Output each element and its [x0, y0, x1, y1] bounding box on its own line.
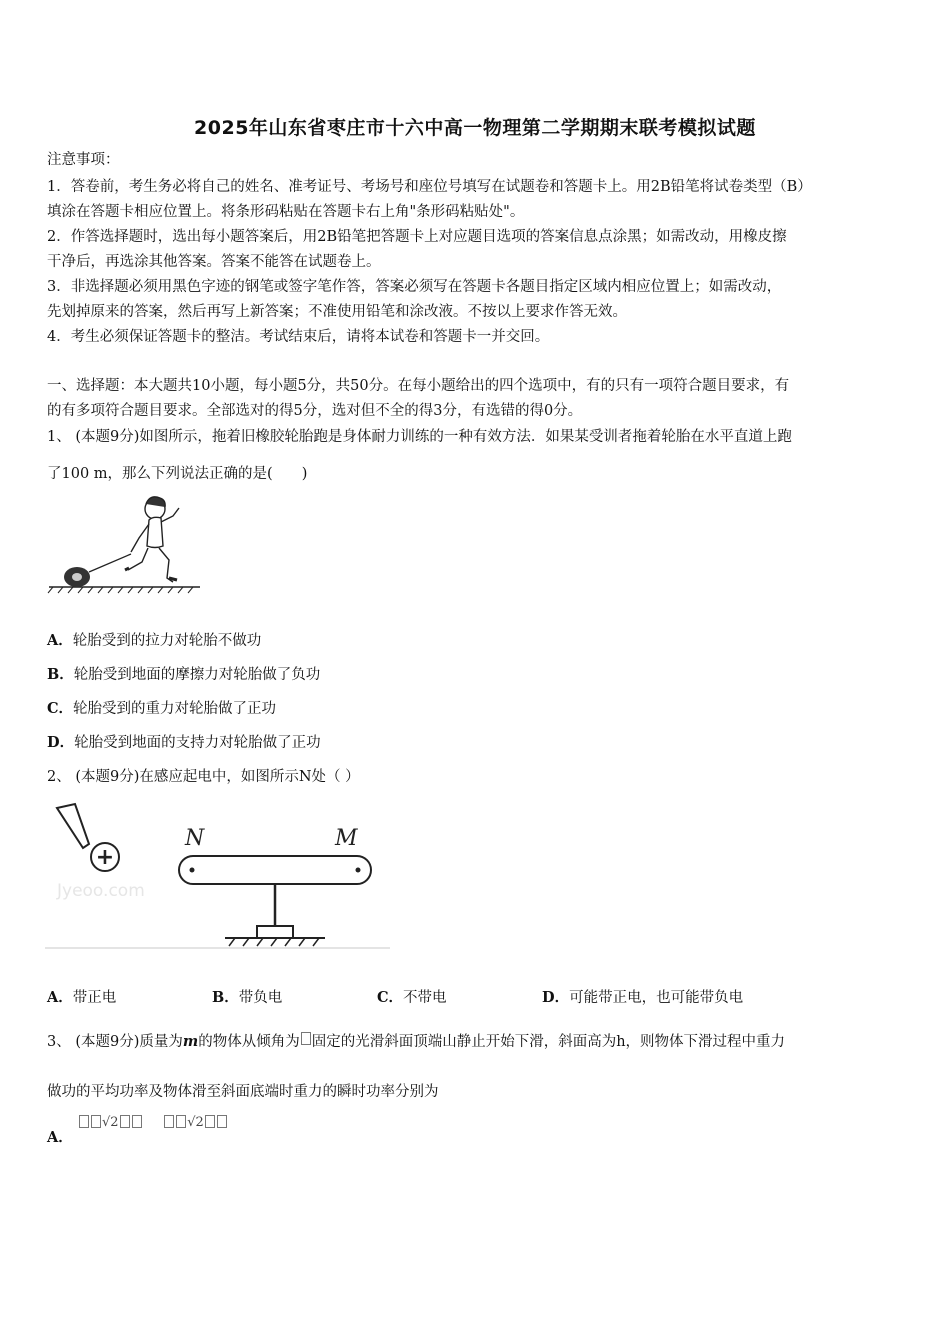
q3-option-a-formula — [78, 1115, 228, 1130]
q3-text: 的物体从倾角为 — [198, 1034, 300, 1050]
sqrt-expression: √2 — [187, 1115, 204, 1130]
missing-symbol-icon — [91, 1115, 101, 1128]
label-m: M — [335, 826, 358, 851]
q2-option-c — [377, 986, 447, 1007]
notice-line: 干净后，再选涂其他答案。答案不能答在试题卷上。 — [47, 254, 381, 270]
q3-text: 3、 (本题9分)质量为 — [47, 1034, 183, 1050]
q1-stem: 1、 (本题9分)如图所示，拖着旧橡胶轮胎跑是身体耐力训练的一种有效方法．如果某受训者拖着轮胎在水平直道上跑 — [47, 429, 792, 445]
option-text: 轮胎受到地面的支持力对轮胎做了正功 — [74, 735, 321, 751]
missing-symbol-icon — [132, 1115, 142, 1128]
table-hatch — [229, 938, 319, 946]
q1-option-c — [47, 699, 276, 719]
q1-stem-cont: 了100 m，那么下列说法正确的是( ) — [47, 466, 308, 482]
runner-tire-figure — [45, 492, 205, 596]
page-title: 2025年山东省枣庄市十六中高一物理第二学期期末联考模拟试题 — [194, 117, 756, 139]
q2-option-b — [212, 986, 282, 1007]
option-label: D． — [542, 989, 570, 1006]
option-label: D． — [47, 734, 75, 751]
option-label: B． — [47, 666, 74, 683]
option-label: C． — [47, 700, 74, 717]
notice-line: 3．非选择题必须用黑色字迹的钢笔或签字笔作答，答案必须写在答题卡各题目指定区域内相应位置上；如需改动， — [47, 279, 782, 295]
option-label: A． — [47, 989, 73, 1006]
q3-text: 固定的光滑斜面顶端山静止开始下滑，斜面高为h，则物体下滑过程中重力 — [311, 1034, 786, 1050]
missing-symbol-icon — [164, 1115, 174, 1128]
section-line: 的有多项符合题目要求。全部选对的得5分，选对但不全的得3分，有选错的得0分。 — [47, 403, 583, 419]
plus-sign: + — [95, 845, 115, 870]
notice-line: 2．作答选择题时，选出每小题答案后，用2B铅笔把答题卡上对应题目选项的答案信息点涂黑；如需改动，用橡皮擦 — [47, 229, 787, 245]
missing-symbol-icon — [176, 1115, 186, 1128]
notice-line: 4．考生必须保证答题卡的整洁。考试结束后，请将本试卷和答题卡一并交回。 — [47, 329, 550, 345]
option-text: 不带电 — [403, 990, 447, 1006]
stand-base — [257, 926, 293, 938]
missing-symbol-icon — [205, 1115, 215, 1128]
q3-stem-cont: 做功的平均功率及物体滑至斜面底端时重力的瞬时功率分别为 — [47, 1084, 439, 1100]
option-text: 轮胎受到的重力对轮胎做了正功 — [73, 701, 277, 717]
q3-option-a-label: A． — [47, 1129, 73, 1146]
induction-figure — [45, 800, 395, 952]
missing-symbol-icon — [79, 1115, 89, 1128]
missing-symbol-icon — [301, 1032, 311, 1045]
option-text: 轮胎受到地面的摩擦力对轮胎做了负功 — [73, 667, 321, 683]
notice-line: 先划掉原来的答案，然后再写上新答案；不准使用铅笔和涂改液。不按以上要求作答无效。 — [47, 304, 627, 320]
missing-symbol-icon — [120, 1115, 130, 1128]
option-text: 带正电 — [72, 990, 117, 1006]
notice-line: 填涂在答题卡相应位置上。将条形码粘贴在答题卡右上角"条形码粘贴处"。 — [47, 204, 525, 220]
notice-heading: 注意事项： — [47, 152, 120, 168]
option-label: A． — [47, 632, 73, 649]
missing-symbol-icon — [217, 1115, 227, 1128]
option-text: 带负电 — [238, 990, 283, 1006]
q2-stem: 2、 (本题9分)在感应起电中，如图所示N处（ ） — [47, 769, 360, 785]
option-text: 可能带正电，也可能带负电 — [569, 990, 744, 1006]
ground-hatch — [48, 587, 193, 593]
label-n: N — [185, 826, 205, 851]
q3-mass-symbol: m — [182, 1033, 199, 1050]
option-label: B． — [212, 989, 239, 1006]
sqrt-expression: √2 — [102, 1115, 119, 1130]
option-label: C． — [377, 989, 404, 1006]
watermark: Jyeoo.com — [57, 881, 145, 901]
q1-option-a — [47, 631, 261, 651]
q1-option-b — [47, 665, 320, 685]
option-text: 轮胎受到的拉力对轮胎不做功 — [72, 633, 262, 649]
q3-stem — [47, 1032, 785, 1052]
q1-option-d — [47, 733, 321, 753]
q2-option-a — [47, 986, 116, 1007]
runner — [125, 497, 179, 582]
q2-option-d — [542, 986, 743, 1007]
section-line: 一、选择题：本大题共10小题，每小题5分，共50分。在每小题给出的四个选项中，有的只有一项符合题目要求，有 — [47, 378, 790, 394]
conductor-bar — [179, 856, 371, 884]
notice-line: 1．答卷前，考生务必将自己的姓名、准考证号、考场号和座位号填写在试题卷和答题卡上。用2B铅笔将试卷类型（B） — [47, 179, 812, 195]
